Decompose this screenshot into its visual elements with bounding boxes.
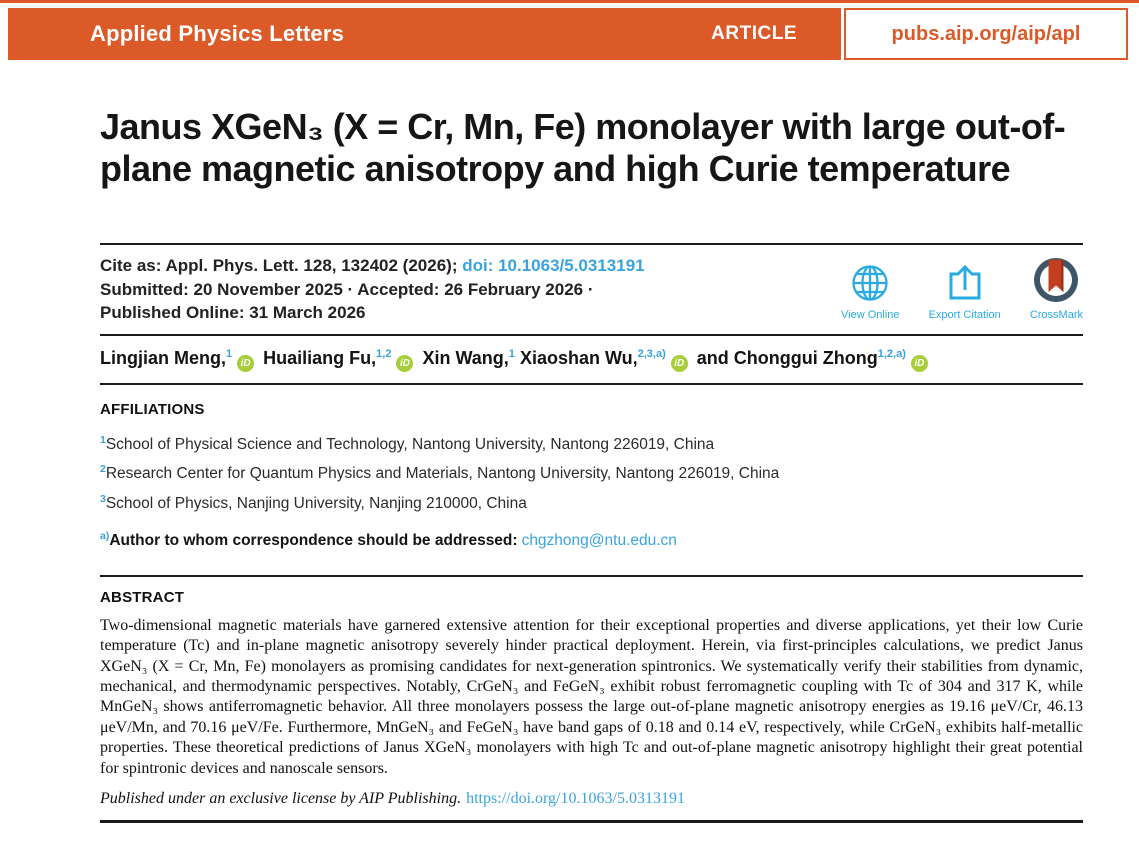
affiliation-text: School of Physical Science and Technology, Nantong University, Nantong 226019, China	[105, 435, 715, 453]
author	[100, 348, 232, 368]
published-line: Published Online: 31 March 2026	[100, 303, 366, 323]
affiliation-sup: 1	[100, 433, 106, 446]
view-online-label: View Online	[841, 309, 900, 322]
author-name: Xiaoshan Wu,	[519, 347, 638, 368]
correspondence-email-link[interactable]: chgzhong@ntu.edu.cn	[521, 531, 677, 549]
author	[697, 348, 906, 368]
view-online-button[interactable]	[841, 263, 900, 321]
affiliation-item	[100, 457, 1083, 487]
author-affil-sup: 1	[508, 347, 515, 360]
crossmark-button[interactable]	[1030, 257, 1083, 321]
export-citation-button[interactable]	[929, 263, 1001, 321]
orcid-icon[interactable]: iD	[911, 355, 928, 372]
correspondence-note	[100, 530, 1083, 550]
crossmark-label: CrossMark	[1029, 309, 1083, 322]
author	[422, 348, 514, 368]
author	[520, 348, 666, 368]
authors-line	[100, 336, 1083, 383]
bottom-divider	[100, 820, 1083, 823]
cite-as-line	[100, 254, 645, 278]
affiliation-text: School of Physics, Nanjing University, Nanjing 210000, China	[105, 495, 527, 513]
export-icon	[946, 263, 984, 303]
divider	[100, 575, 1083, 577]
journal-url-box[interactable]	[844, 8, 1128, 60]
divider	[100, 383, 1083, 385]
dates-line: Submitted: 20 November 2025 · Accepted: 26 February 2026 ·	[100, 279, 594, 299]
author-affil-sup: 1	[226, 347, 233, 360]
license-doi-link[interactable]: https://doi.org/10.1063/5.0313191	[466, 790, 685, 808]
author-name: and Chonggui Zhong	[696, 347, 878, 368]
export-citation-label: Export Citation	[928, 309, 1001, 322]
article-actions	[841, 257, 1083, 321]
crossmark-icon	[1033, 257, 1079, 303]
affiliations-list	[100, 428, 1083, 517]
volume-number: 128	[303, 256, 332, 276]
affiliation-item	[100, 428, 1083, 458]
journal-banner	[8, 8, 841, 60]
affiliation-text: Research Center for Quantum Physics and Materials, Nantong University, Nantong 226019, China	[105, 465, 780, 483]
author-name: Huailiang Fu,	[263, 347, 377, 368]
author-affil-sup: 1,2	[376, 347, 392, 360]
license-text: Published under an exclusive license by AIP Publishing.	[100, 790, 462, 808]
affiliation-item	[100, 487, 1083, 517]
cite-as-suffix: , 132402 (2026);	[331, 256, 463, 276]
globe-icon	[850, 263, 890, 303]
abstract-text: Two-dimensional magnetic materials have garnered extensive attention for their exceptional properties and diverse applications, yet their low Curie temperature (Tc) and in-plane magnetic anisotropy severely hinder practical deployment. Herein, via first-principles calculations, we predict Janus XGeN₃ (X = Cr, Mn, Fe) monolayers as promising candidates for next-generation spintronics. We systematically verify their stabilities from dynamic, mechanical, and thermodynamic perspectives. Notably, CrGeN₃ and FeGeN₃ exhibit robust ferromagnetic coupling with Tc of 304 and 317 K, while MnGeN₃ shows antiferromagnetic behavior. All three monolayers possess the large out-of-plane magnetic anisotropy energies as 19.16 μeV/Cr, 46.13 μeV/Mn, and 70.16 μeV/Fe. Furthermore, MnGeN₃ and FeGeN₃ have band gaps of 0.18 and 0.14 eV, respectively, while CrGeN₃ exhibits half-metallic properties. These theoretical predictions of Janus XGeN₃ monolayers with high Tc and out-of-plane magnetic anisotropy highlight their great potential for spintronic devices and nanoscale sensors.	[100, 616, 1083, 777]
journal-title: Applied Physics Letters	[90, 21, 345, 46]
affiliation-sup: 3	[100, 493, 106, 506]
correspondence-text: Author to whom correspondence should be addressed:	[109, 531, 518, 549]
journal-header	[8, 8, 1135, 60]
journal-url[interactable]: pubs.aip.org/aip/apl	[891, 22, 1081, 45]
author	[263, 348, 391, 368]
top-accent-strip	[0, 0, 1139, 3]
doi-link[interactable]: doi: 10.1063/5.0313191	[462, 256, 645, 276]
orcid-icon[interactable]: iD	[237, 355, 254, 372]
article-content	[100, 60, 1083, 823]
affiliation-sup: 2	[100, 463, 106, 476]
orcid-icon[interactable]: iD	[671, 355, 688, 372]
paper-title: Janus XGeN₃ (X = Cr, Mn, Fe) monolayer with large out-of-plane magnetic anisotropy and high Curie temperature	[100, 106, 1066, 190]
author-affil-sup: 1,2,a)	[877, 347, 906, 360]
correspondence-sup: a)	[100, 529, 110, 542]
author-affil-sup: 2,3,a)	[637, 347, 666, 360]
author-name: Xin Wang,	[422, 347, 509, 368]
citation-block	[100, 245, 1083, 334]
author-name: Lingjian Meng,	[100, 347, 226, 368]
citation-lines	[100, 254, 645, 325]
license-line	[100, 790, 1083, 808]
affiliations-heading: AFFILIATIONS	[100, 400, 205, 418]
cite-as-text: Cite as: Appl. Phys. Lett.	[100, 256, 304, 276]
article-type-label: ARTICLE	[711, 23, 797, 44]
abstract-heading: ABSTRACT	[100, 588, 185, 606]
orcid-icon[interactable]: iD	[396, 355, 413, 372]
